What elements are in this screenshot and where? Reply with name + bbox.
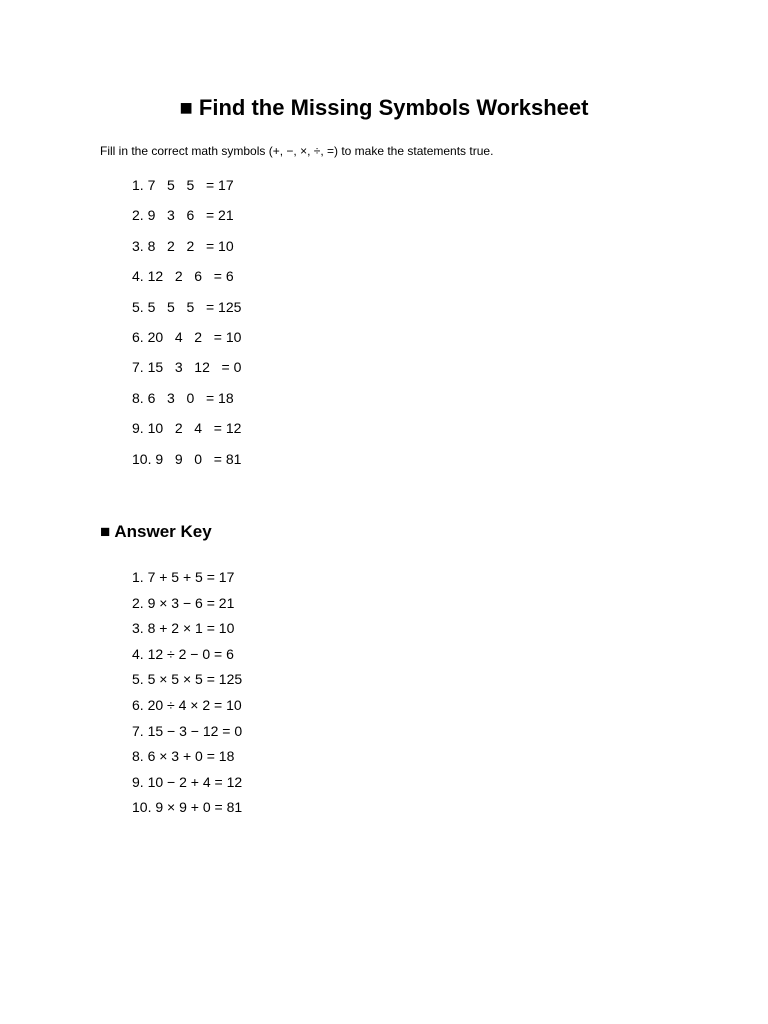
problem-number: 10. <box>132 450 152 467</box>
problem-number: 2. <box>132 207 144 224</box>
answer-item: 10. 9 × 9 + 0 = 81 <box>132 799 243 816</box>
operand-b: 4 <box>174 328 183 345</box>
problem-result: = 18 <box>205 389 234 406</box>
operand-a: 9 <box>147 207 156 224</box>
problem-item <box>132 449 241 479</box>
page-title: ■ Find the Missing Symbols Worksheet <box>179 95 589 120</box>
operand-c: 5 <box>186 177 195 193</box>
operand-a: 5 <box>147 298 156 315</box>
answer-item: 7. 15 − 3 − 12 = 0 <box>132 722 243 739</box>
operand-a: 9 <box>155 450 164 467</box>
operand-c: 0 <box>186 389 195 406</box>
operand-b: 2 <box>174 268 183 285</box>
operand-b: 3 <box>174 359 183 376</box>
problem-item <box>132 175 241 205</box>
operand-c: 6 <box>186 207 195 224</box>
problem-number: 4. <box>132 268 144 285</box>
operand-a: 8 <box>147 237 156 254</box>
answer-list <box>132 567 242 823</box>
answer-item: 3. 8 + 2 × 1 = 10 <box>132 620 235 637</box>
problem-number: 8. <box>132 389 144 406</box>
problem-item <box>132 236 241 266</box>
operand-b: 5 <box>167 177 175 193</box>
problem-result: = 125 <box>205 298 242 315</box>
answer-item: 6. 20 ÷ 4 × 2 = 10 <box>132 696 242 713</box>
problem-number: 7. <box>132 359 144 376</box>
operand-c: 6 <box>194 268 203 285</box>
problem-item <box>132 327 241 357</box>
operand-b: 9 <box>174 450 183 467</box>
problem-result: = 6 <box>213 268 234 285</box>
problem-number: 1. <box>132 177 144 193</box>
answer-item: 1. 7 + 5 + 5 = 17 <box>132 569 235 585</box>
operand-b: 5 <box>167 298 175 315</box>
problem-result: = 0 <box>221 359 242 376</box>
answer-item: 9. 10 − 2 + 4 = 12 <box>132 773 243 790</box>
operand-c: 2 <box>194 328 203 345</box>
problem-result: = 12 <box>213 420 242 437</box>
answer-key-heading: ■ Answer Key <box>100 522 212 541</box>
problem-result: = 81 <box>213 450 242 467</box>
problem-item <box>132 297 241 327</box>
answer-item: 4. 12 ÷ 2 − 0 = 6 <box>132 645 234 662</box>
instructions-text: Fill in the correct math symbols (+, −, ×, ÷, =) to make the statements true. <box>100 144 494 158</box>
operand-b: 2 <box>167 237 175 254</box>
operand-b: 3 <box>167 389 175 406</box>
problem-item <box>132 357 241 387</box>
operand-c: 2 <box>186 237 195 254</box>
operand-a: 12 <box>147 268 164 285</box>
operand-a: 15 <box>147 359 164 376</box>
operand-c: 4 <box>194 420 203 437</box>
problem-item <box>132 205 241 235</box>
operand-a: 6 <box>147 389 156 406</box>
problem-item <box>132 418 241 448</box>
problem-item <box>132 266 241 296</box>
problem-number: 3. <box>132 237 144 254</box>
problem-number: 5. <box>132 298 144 315</box>
problem-result: = 10 <box>213 328 242 345</box>
operand-a: 10 <box>147 420 164 437</box>
operand-b: 2 <box>174 420 183 437</box>
answer-item: 8. 6 × 3 + 0 = 18 <box>132 748 235 765</box>
answer-item: 5. 5 × 5 × 5 = 125 <box>132 671 243 688</box>
problem-result: = 21 <box>205 207 234 224</box>
problem-result: = 10 <box>205 237 234 254</box>
operand-a: 20 <box>147 328 164 345</box>
problem-number: 9. <box>132 420 144 437</box>
answer-item: 2. 9 × 3 − 6 = 21 <box>132 594 235 611</box>
problem-number: 6. <box>132 328 144 345</box>
problem-result: = 17 <box>205 177 234 193</box>
operand-c: 12 <box>194 359 210 376</box>
operand-a: 7 <box>147 177 156 193</box>
problem-item <box>132 388 241 418</box>
operand-c: 0 <box>194 450 203 467</box>
operand-b: 3 <box>167 207 175 224</box>
problem-list <box>132 175 241 479</box>
operand-c: 5 <box>186 298 195 315</box>
